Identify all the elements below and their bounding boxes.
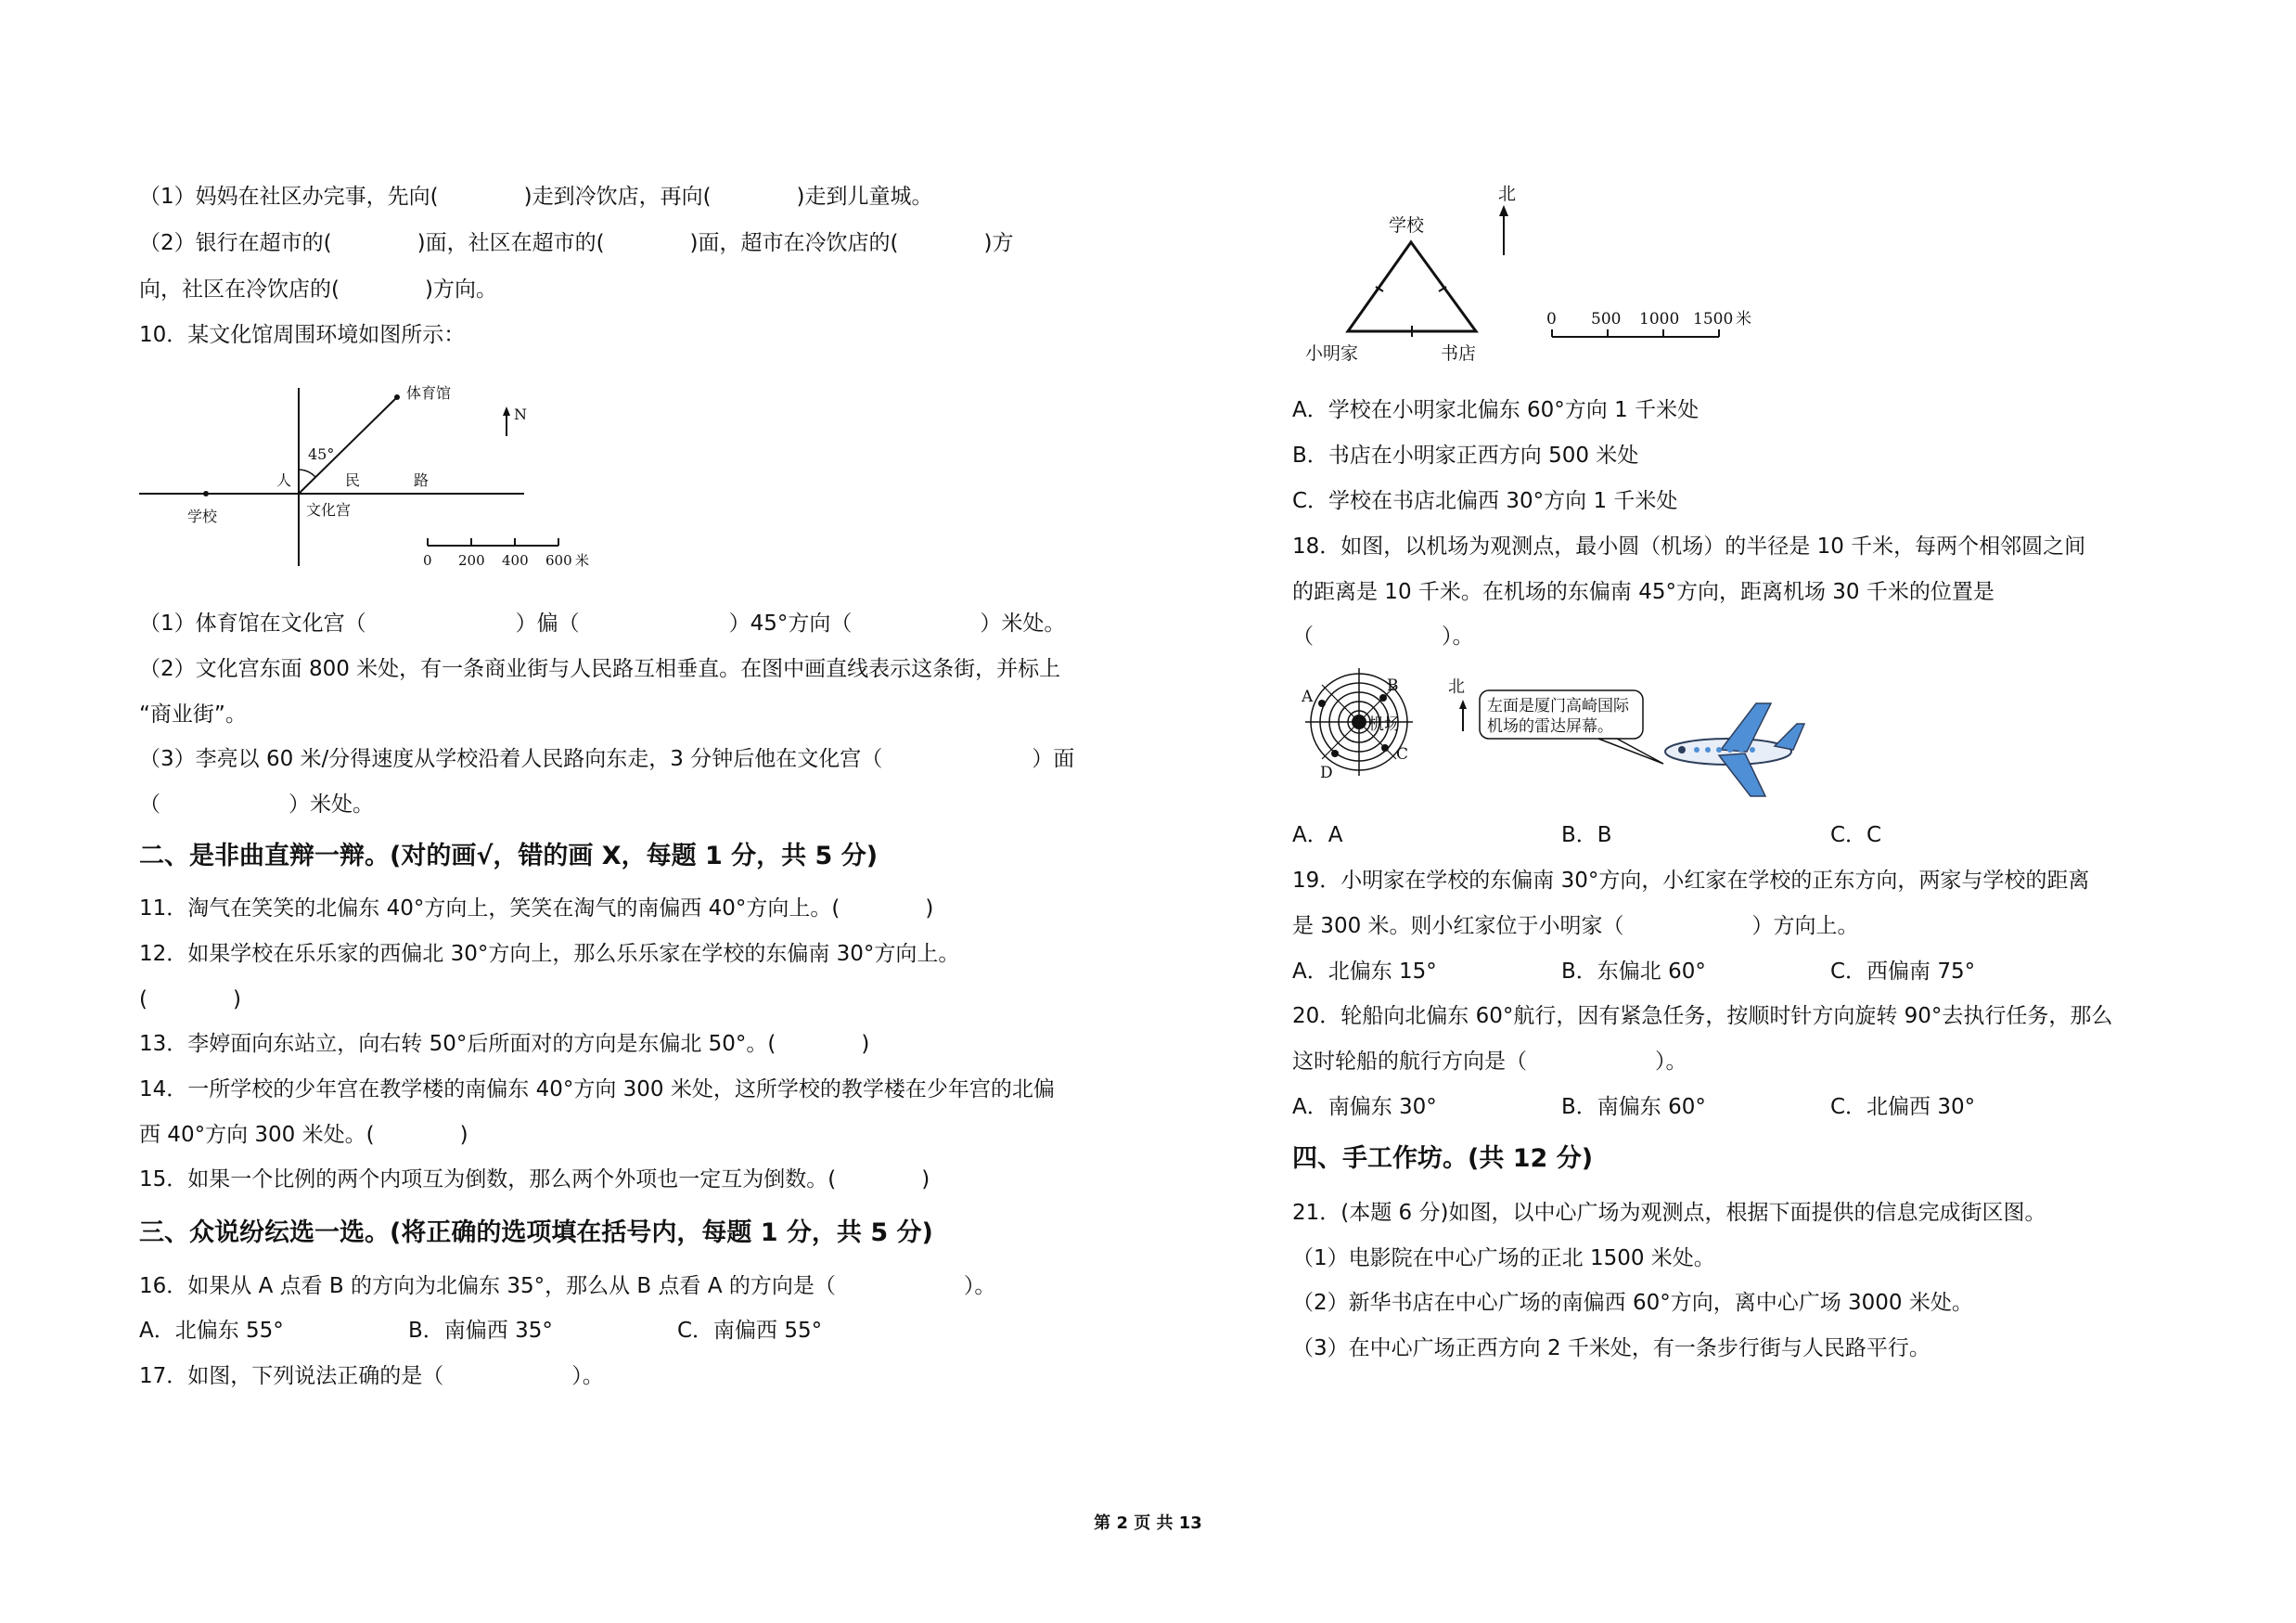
section-4-title: 四、手工作坊。(共 12 分) xyxy=(1292,1144,1594,1173)
q20-option-c: C．北偏西 30° xyxy=(1830,1095,1976,1119)
scale-400: 400 xyxy=(502,552,529,569)
road-char-lu: 路 xyxy=(414,471,430,489)
q17-option-b: B．书店在小明家正西方向 500 米处 xyxy=(1292,444,1639,468)
radar-label-d: D xyxy=(1320,764,1333,782)
road-char-ren: 人 xyxy=(276,471,292,489)
radar-figure xyxy=(1292,666,1830,805)
radar-label-b: B xyxy=(1387,676,1399,695)
question-10-part-2a: （2）文化宫东面 800 米处，有一条商业街与人民路互相垂直。在图中画直线表示这条街，并标上 xyxy=(139,657,1061,681)
question-12b: ( ) xyxy=(139,987,241,1011)
scale-unit: 米 xyxy=(1736,310,1751,328)
question-14b: 西 40°方向 300 米处。( ) xyxy=(139,1123,468,1147)
section-3-title: 三、众说纷纭选一选。(将正确的选项填在括号内，每题 1 分，共 5 分) xyxy=(139,1218,933,1247)
question-13: 13．李婷面向东站立，向右转 50°后所面对的方向是东偏北 50°。( ) xyxy=(139,1032,870,1056)
north-label: N xyxy=(514,406,527,423)
question-21-part-3: （3）在中心广场正西方向 2 千米处，有一条步行街与人民路平行。 xyxy=(1292,1336,1930,1360)
question-19b: 是 300 米。则小红家位于小明家（ ）方向上。 xyxy=(1292,914,1859,938)
question-16: 16．如果从 A 点看 B 的方向为北偏东 35°，那么从 B 点看 A 的方向是（ ）。 xyxy=(139,1274,996,1298)
question-10: 10．某文化馆周围环境如图所示： xyxy=(139,323,466,347)
q18-option-b: B．B xyxy=(1561,823,1612,847)
question-21: 21．(本题 6 分)如图，以中心广场为观测点，根据下面提供的信息完成街区图。 xyxy=(1292,1201,2046,1225)
question-17: 17．如图，下列说法正确的是（ ）。 xyxy=(139,1364,604,1388)
road-char-min: 民 xyxy=(345,471,361,489)
question-9-part-1: （1）妈妈在社区办完事，先向( )走到冷饮店，再向( )走到儿童城。 xyxy=(139,185,933,209)
question-11: 11．淘气在笑笑的北偏东 40°方向上，笑笑在淘气的南偏西 40°方向上。( ) xyxy=(139,896,934,921)
school-label: 学校 xyxy=(187,508,218,525)
question-15: 15．如果一个比例的两个内项互为倒数，那么两个外项也一定互为倒数。( ) xyxy=(139,1167,930,1191)
radar-label-a: A xyxy=(1302,688,1314,706)
school-label: 学校 xyxy=(1389,215,1425,236)
question-18b: 的距离是 10 千米。在机场的东偏南 45°方向，距离机场 30 千米的位置是 xyxy=(1292,580,1995,604)
q16-option-a: A．北偏东 55° xyxy=(139,1319,284,1343)
q19-option-a: A．北偏东 15° xyxy=(1292,960,1437,984)
q17-option-c: C．学校在书店北偏西 30°方向 1 千米处 xyxy=(1292,489,1678,513)
scale-unit: 米 xyxy=(575,552,590,569)
home-label: 小明家 xyxy=(1305,343,1359,364)
q20-option-b: B．南偏东 60° xyxy=(1561,1095,1706,1119)
question-10-part-3a: （3）李亮以 60 米/分得速度从学校沿着人民路向东走，3 分钟后他在文化宫（ ）面 xyxy=(139,747,1075,771)
gym-label: 体育馆 xyxy=(406,384,452,402)
question-21-part-2: （2）新华书店在中心广场的南偏西 60°方向，离中心广场 3000 米处。 xyxy=(1292,1291,1973,1315)
question-20b: 这时轮船的航行方向是（ ）。 xyxy=(1292,1050,1687,1074)
culture-center-map xyxy=(139,380,622,575)
q19-option-c: C．西偏南 75° xyxy=(1830,960,1976,984)
bubble-line-1: 左面是厦门高崎国际 xyxy=(1487,697,1629,715)
question-18a: 18．如图，以机场为观测点，最小圆（机场）的半径是 10 千米，每两个相邻圆之间 xyxy=(1292,535,2086,559)
scale-200: 200 xyxy=(458,552,485,569)
question-14a: 14．一所学校的少年宫在教学楼的南偏东 40°方向 300 米处，这所学校的教学楼在少年宫的北偏 xyxy=(139,1077,1055,1101)
q20-option-a: A．南偏东 30° xyxy=(1292,1095,1437,1119)
question-21-part-1: （1）电影院在中心广场的正北 1500 米处。 xyxy=(1292,1246,1715,1270)
scale-1500: 1500 xyxy=(1693,310,1734,328)
radar-north-label: 北 xyxy=(1448,677,1465,697)
question-10-part-1: （1）体育馆在文化宫（ ）偏（ ）45°方向（ ）米处。 xyxy=(139,612,1066,636)
q18-option-a: A．A xyxy=(1292,823,1343,847)
store-label: 书店 xyxy=(1441,343,1477,364)
question-9-part-2a: （2）银行在超市的( )面，社区在超市的( )面，超市在冷饮店的( )方 xyxy=(139,231,1014,255)
question-10-part-3b: （ ）米处。 xyxy=(139,792,374,817)
scale-500: 500 xyxy=(1591,310,1622,328)
q18-option-c: C．C xyxy=(1830,823,1882,847)
q19-option-b: B．东偏北 60° xyxy=(1561,960,1706,984)
scale-1000: 1000 xyxy=(1639,310,1680,328)
question-20a: 20．轮船向北偏东 60°航行，因有紧急任务，按顺时针方向旋转 90°去执行任务，那么 xyxy=(1292,1004,2113,1028)
radar-label-c: C xyxy=(1396,745,1409,764)
scale-0: 0 xyxy=(423,552,432,569)
airport-label: 机场 xyxy=(1368,715,1400,734)
scale-0: 0 xyxy=(1546,310,1557,328)
section-2-title: 二、是非曲直辩一辩。(对的画√，错的画 X，每题 1 分，共 5 分) xyxy=(139,842,879,870)
scale-600: 600 xyxy=(545,552,572,569)
north-label: 北 xyxy=(1498,184,1517,204)
q17-option-a: A．学校在小明家北偏东 60°方向 1 千米处 xyxy=(1292,398,1700,422)
question-9-part-2b: 向，社区在冷饮店的( )方向。 xyxy=(139,277,497,302)
palace-label: 文化宫 xyxy=(306,501,352,519)
school-triangle-map xyxy=(1292,181,1812,367)
question-12a: 12．如果学校在乐乐家的西偏北 30°方向上，那么乐乐家在学校的东偏南 30°方向上。 xyxy=(139,942,960,966)
airplane-icon xyxy=(1665,703,1804,796)
question-19a: 19．小明家在学校的东偏南 30°方向，小红家在学校的正东方向，两家与学校的距离 xyxy=(1292,869,2090,893)
question-18c: （ ）。 xyxy=(1292,625,1474,649)
page-footer: 第 2 页 共 13 xyxy=(1094,1514,1202,1533)
q16-option-c: C．南偏西 55° xyxy=(677,1319,823,1343)
angle-label: 45° xyxy=(308,445,335,463)
question-10-part-2b: “商业街”。 xyxy=(139,702,247,727)
q16-option-b: B．南偏西 35° xyxy=(408,1319,553,1343)
bubble-line-2: 机场的雷达屏幕。 xyxy=(1487,717,1613,736)
